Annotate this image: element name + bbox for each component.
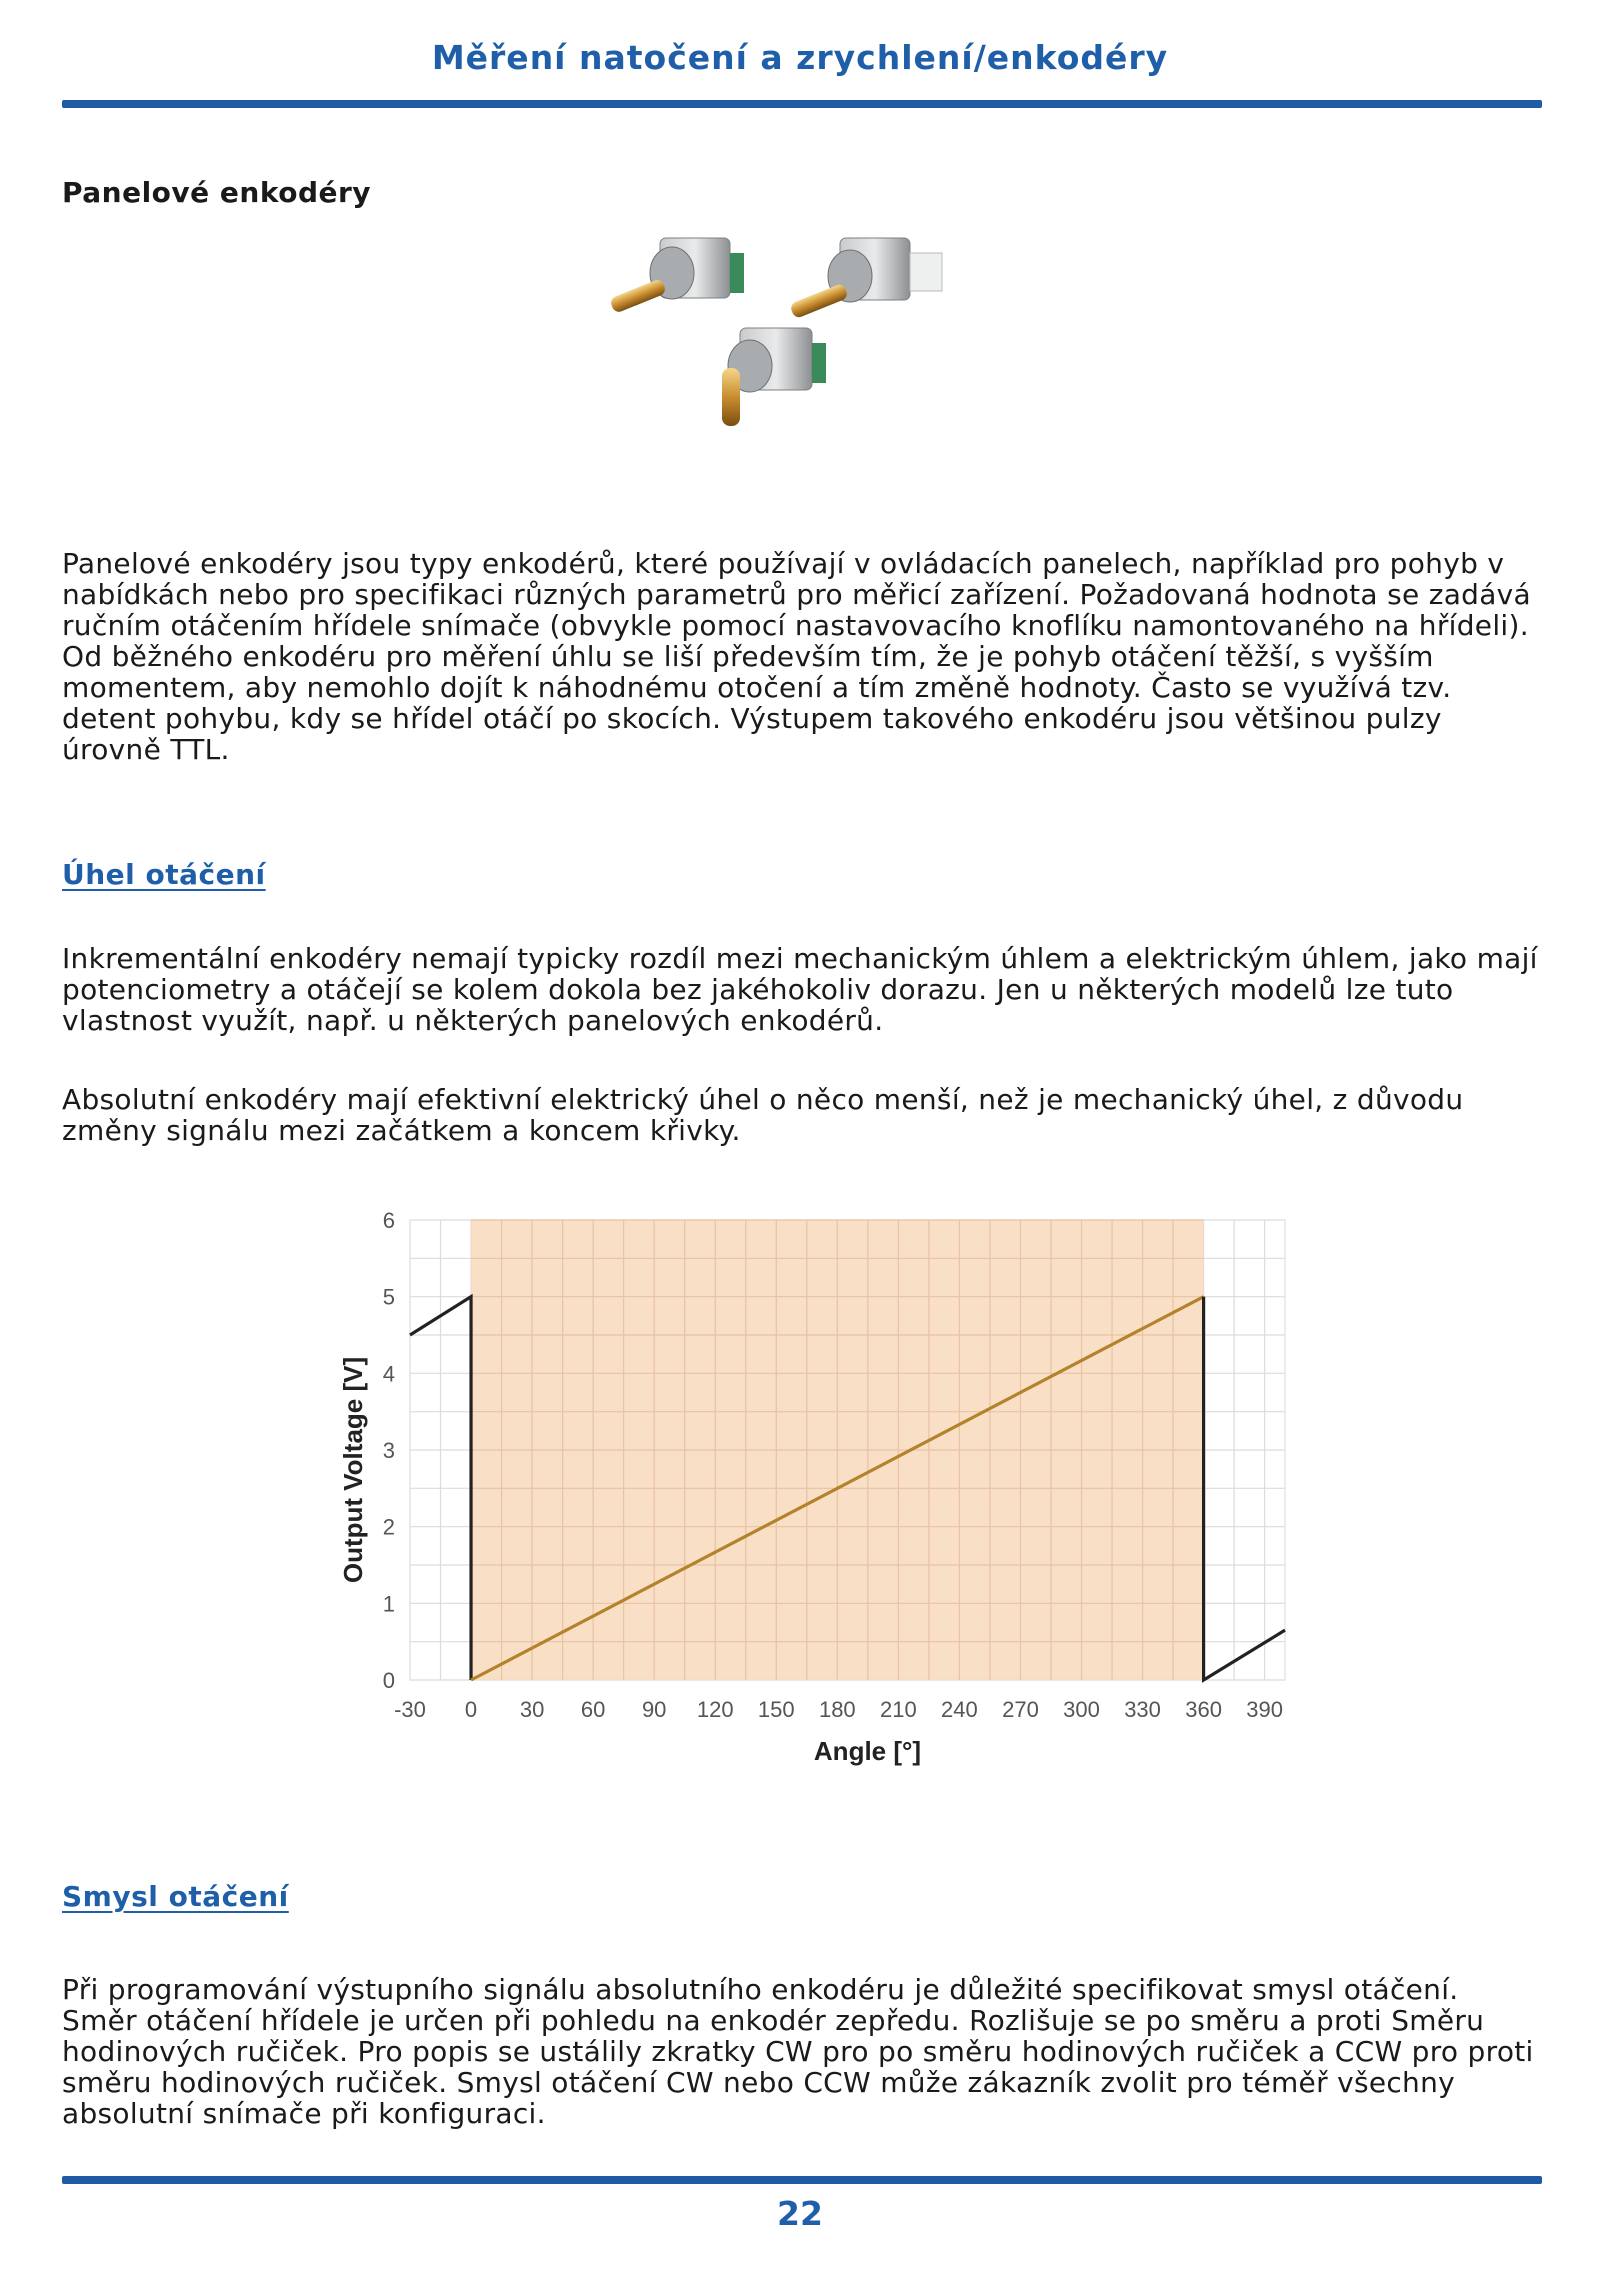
encoder-2 xyxy=(789,238,942,319)
x-tick-label: 390 xyxy=(1246,1697,1284,1722)
voltage-angle-chart xyxy=(330,1185,1330,1805)
y-tick-label: 0 xyxy=(382,1668,395,1693)
x-tick-label: 330 xyxy=(1124,1697,1161,1722)
section-heading-rotation-direction: Smysl otáčení xyxy=(62,1880,289,1913)
y-tick-label: 4 xyxy=(382,1361,395,1387)
panel-encoders-photo xyxy=(600,218,1010,478)
x-tick-label: 300 xyxy=(1063,1697,1100,1722)
y-tick-label: 6 xyxy=(382,1208,395,1233)
x-tick-label: 270 xyxy=(1002,1697,1039,1722)
x-tick-label: 0 xyxy=(464,1697,478,1722)
y-tick-label: 1 xyxy=(382,1591,395,1617)
x-tick-label: 360 xyxy=(1185,1697,1222,1722)
encoder-1 xyxy=(609,238,744,314)
y-tick-label: 5 xyxy=(382,1284,395,1310)
page-number: 22 xyxy=(777,2194,823,2233)
x-tick-label: 150 xyxy=(757,1697,795,1722)
x-axis-ticks xyxy=(394,1697,1283,1722)
x-tick-label: 90 xyxy=(641,1697,667,1722)
y-axis-ticks xyxy=(383,1208,395,1693)
x-axis-label: Angle [°] xyxy=(813,1736,922,1766)
x-tick-label: 120 xyxy=(696,1697,734,1722)
y-tick-label: 2 xyxy=(382,1514,395,1540)
encoder-3 xyxy=(722,328,826,426)
header-rule xyxy=(62,100,1542,108)
paragraph-panel-encoders: Panelové enkodéry jsou typy enkodérů, které používají v ovládacích panelech, například pro pohyb v nabídkách nebo pro specifikaci různých parametrů pro měřicí zařízení. Požadovaná hodnota se zadává ručním otáčením hřídele snímače (obvykle pomocí nastavovacího knoflíku namontovaného na hřídeli). Od běžného enkodéru pro měření úhlu se liší především tím, že je pohyb otáčení těžší, s vyšším momentem, aby nemohlo dojít k náhodnému otočení a tím změně hodnoty. Často se využívá tzv. detent pohybu, kdy se hřídel otáčí po skocích. Výstupem takového enkodéru jsou většinou pulzy úrovně TTL. xyxy=(62,547,1532,766)
x-tick-label: 60 xyxy=(580,1697,606,1722)
y-axis-label: Output Voltage [V] xyxy=(338,1356,368,1584)
x-tick-label: 30 xyxy=(519,1697,545,1722)
paragraph-absolute: Absolutní enkodéry mají efektivní elektrický úhel o něco menší, než je mechanický úhel, z důvodu změny signálu mezi začátkem a koncem křivky. xyxy=(62,1083,1464,1147)
x-tick-label: 180 xyxy=(818,1697,856,1722)
x-tick-label: 240 xyxy=(941,1697,978,1722)
section-heading-rotation-angle: Úhel otáčení xyxy=(62,858,266,891)
paragraph-incremental: Inkrementální enkodéry nemají typicky rozdíl mezi mechanickým úhlem a elektrickým úhlem, jako mají potenciometry a otáčejí se kolem dokola bez jakéhokoliv dorazu. Jen u některých modelů lze tuto vlastnost využít, např. u některých panelových enkodérů. xyxy=(62,942,1538,1037)
paragraph-direction: Při programování výstupního signálu absolutního enkodéru je důležité specifikovat smysl otáčení. Směr otáčení hřídele je určen při pohledu na enkodér zepředu. Rozlišuje se po směru a proti Směru hodinových ručiček. Pro popis se ustálily zkratky CW pro po směru hodinových ručiček a CCW pro proti směru hodinových ručiček. Smysl otáčení CW nebo CCW může zákazník zvolit pro téměř všechny absolutní snímače při konfiguraci. xyxy=(62,1973,1534,2130)
x-tick-label: 210 xyxy=(880,1697,917,1722)
page-title: Měření natočení a zrychlení/enkodéry xyxy=(431,38,1169,77)
section-heading-panel-encoders: Panelové enkodéry xyxy=(62,176,372,209)
x-tick-label: -30 xyxy=(394,1697,426,1722)
footer-rule xyxy=(62,2176,1542,2184)
y-tick-label: 3 xyxy=(382,1438,395,1463)
